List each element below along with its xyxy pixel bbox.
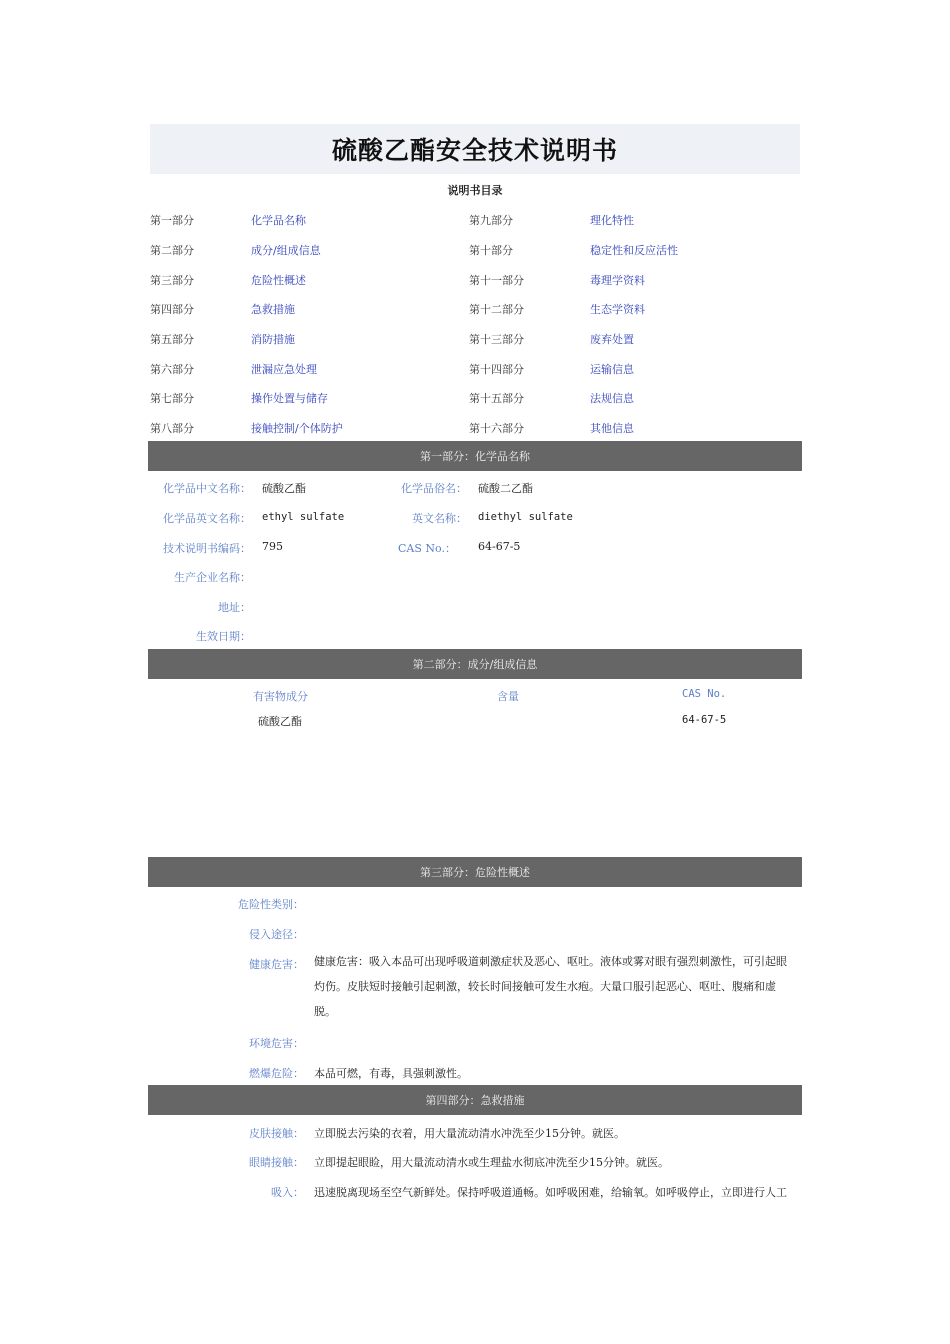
env-hazard-label: 环境危害： — [249, 1037, 304, 1050]
document-title: 硫酸乙酯安全技术说明书 — [331, 136, 618, 165]
toc-link[interactable]: 接触控制/个体防护 — [251, 422, 343, 435]
effective-date-label: 生效日期： — [196, 630, 251, 643]
toc-row — [0, 301, 950, 321]
common-name-label: 化学品俗名： — [401, 482, 467, 495]
cas-label: CAS No.： — [398, 542, 456, 555]
en-name-label: 化学品英文名称： — [163, 512, 251, 525]
en-alias-value: diethyl sulfate — [478, 511, 573, 523]
inhalation-text: 迅速脱离现场至空气新鲜处。保持呼吸道通畅。如呼吸困难，给输氧。如呼吸停止，立即进行人工 — [314, 1186, 787, 1199]
eye-contact-text: 立即提起眼睑，用大量流动清水或生理盐水彻底冲洗至少15分钟。就医。 — [314, 1156, 669, 1169]
fire-hazard-text: 本品可燃，有毒，具强刺激性。 — [314, 1067, 468, 1080]
toc-heading: 说明书目录 — [447, 184, 503, 197]
health-line: 脱。 — [314, 1005, 336, 1018]
toc-part: 第十二部分 — [469, 303, 524, 316]
skin-contact-label: 皮肤接触： — [249, 1127, 304, 1140]
content-column-header: 含量 — [497, 690, 519, 703]
toc-link[interactable]: 理化特性 — [590, 214, 634, 227]
section2-header: 第二部分：成分/组成信息 — [148, 649, 802, 679]
toc-row — [0, 331, 950, 351]
toc-link[interactable]: 化学品名称 — [251, 214, 306, 227]
toc-part: 第八部分 — [150, 422, 194, 435]
component-cas: 64-67-5 — [682, 714, 727, 726]
component-name: 硫酸乙酯 — [258, 715, 302, 728]
eye-contact-label: 眼睛接触： — [249, 1156, 304, 1169]
component-column-header: 有害物成分 — [253, 690, 308, 703]
en-alias-label: 英文名称： — [412, 512, 467, 525]
toc-part: 第九部分 — [469, 214, 513, 227]
toc-link[interactable]: 其他信息 — [590, 422, 634, 435]
code-label: 技术说明书编码： — [163, 542, 251, 555]
toc-link[interactable]: 急救措施 — [251, 303, 295, 316]
inhalation-label: 吸入： — [271, 1186, 304, 1199]
toc-row — [0, 390, 950, 410]
toc-part: 第七部分 — [150, 392, 194, 405]
toc-part: 第十五部分 — [469, 392, 524, 405]
health-hazard-text — [314, 949, 804, 1024]
toc-link[interactable]: 稳定性和反应活性 — [590, 244, 678, 257]
toc-link[interactable]: 成分/组成信息 — [251, 244, 321, 257]
route-label: 侵入途径： — [249, 928, 304, 941]
toc-part: 第十三部分 — [469, 333, 524, 346]
health-line: 健康危害：吸入本品可出现呼吸道刺激症状及恶心、呕吐。液体或雾对眼有强烈刺激性，可引起眼 — [314, 955, 787, 968]
en-name-value: ethyl sulfate — [262, 511, 345, 523]
toc-row — [0, 272, 950, 292]
address-label: 地址： — [218, 601, 251, 614]
title-banner — [150, 124, 800, 174]
health-hazard-label: 健康危害： — [249, 958, 304, 971]
code-value: 795 — [262, 540, 283, 553]
section3-header: 第三部分：危险性概述 — [148, 857, 802, 887]
health-line: 灼伤。皮肤短时接触引起刺激，较长时间接触可发生水疱。大量口服引起恶心、呕吐、腹痛和虚 — [314, 980, 776, 993]
cas-value: 64-67-5 — [478, 540, 521, 553]
toc-link[interactable]: 泄漏应急处理 — [251, 363, 317, 376]
toc-link[interactable]: 生态学资料 — [590, 303, 645, 316]
skin-contact-text: 立即脱去污染的衣着，用大量流动清水冲洗至少15分钟。就医。 — [314, 1127, 625, 1140]
hazard-class-label: 危险性类别： — [238, 898, 304, 911]
toc-row — [0, 212, 950, 232]
maker-label: 生产企业名称： — [174, 571, 251, 584]
toc-link[interactable]: 危险性概述 — [251, 274, 306, 287]
toc-link[interactable]: 废弃处置 — [590, 333, 634, 346]
cas-column-header: CAS No. — [682, 688, 727, 700]
cn-name-label: 化学品中文名称： — [163, 482, 251, 495]
toc-part: 第五部分 — [150, 333, 194, 346]
toc-part: 第二部分 — [150, 244, 194, 257]
toc-part: 第十一部分 — [469, 274, 524, 287]
cn-name-value: 硫酸乙酯 — [262, 482, 306, 495]
section4-header: 第四部分：急救措施 — [148, 1085, 802, 1115]
toc-part: 第十六部分 — [469, 422, 524, 435]
toc-row — [0, 420, 950, 440]
toc-part: 第十部分 — [469, 244, 513, 257]
toc-link[interactable]: 消防措施 — [251, 333, 295, 346]
toc-link[interactable]: 毒理学资料 — [590, 274, 645, 287]
toc-row — [0, 242, 950, 262]
toc-part: 第三部分 — [150, 274, 194, 287]
toc-part: 第十四部分 — [469, 363, 524, 376]
toc-link[interactable]: 法规信息 — [590, 392, 634, 405]
toc-part: 第四部分 — [150, 303, 194, 316]
toc-link[interactable]: 操作处置与储存 — [251, 392, 328, 405]
toc-part: 第一部分 — [150, 214, 194, 227]
fire-hazard-label: 燃爆危险： — [249, 1067, 304, 1080]
common-name-value: 硫酸二乙酯 — [478, 482, 533, 495]
toc-part: 第六部分 — [150, 363, 194, 376]
toc-row — [0, 361, 950, 381]
section1-header: 第一部分：化学品名称 — [148, 441, 802, 471]
toc-link[interactable]: 运输信息 — [590, 363, 634, 376]
